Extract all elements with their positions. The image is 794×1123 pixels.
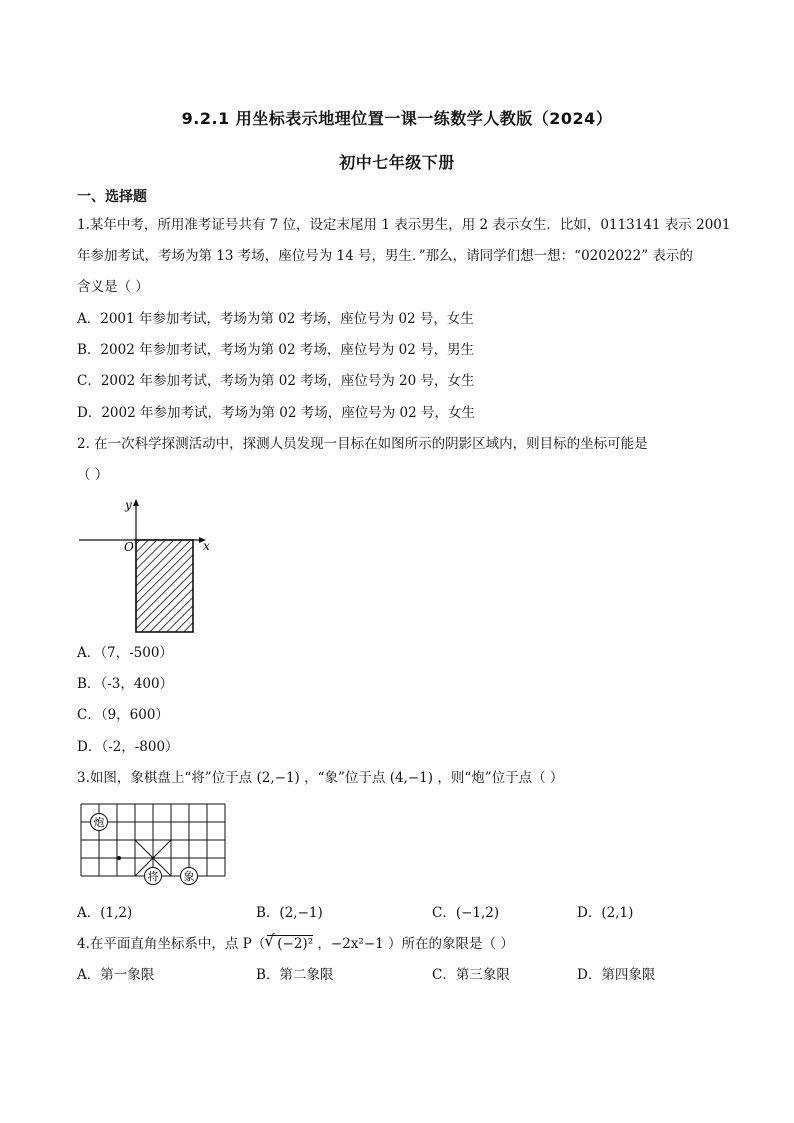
pao-label: 炮 [93, 816, 105, 829]
q3-option-c-value: (−1,2) [455, 905, 500, 921]
q3-option-c-letter: C． [432, 905, 456, 921]
q1-stem-line3: 含义是（ ） [77, 279, 149, 295]
q4-stem-part3: ）所在的象限是（ ） [383, 936, 514, 952]
q1-option-a: A．2001 年参加考试，考场为第 02 考场，座位号为 02 号，女生 [77, 311, 474, 327]
q2-option-a: A．（7，-500） [77, 645, 173, 661]
q3-option-d-value: (2,1) [601, 905, 634, 921]
q3-point-xiang: (4,−1) [389, 770, 434, 786]
q4-option-b: B．第二象限 [256, 967, 334, 983]
q4-expression-2: −2x²−1 [330, 936, 384, 952]
q1-stem-line2: 年参加考试，考场为第 13 考场，座位号为 14 号，男生．”那么，请同学们想一想：“0202022” 表示的 [77, 248, 693, 264]
q2-option-b: B．（-3，400） [77, 676, 174, 692]
q4-option-d: D．第四象限 [577, 967, 656, 983]
q2-option-c: C．（9，600） [77, 707, 169, 723]
page-title: 9.2.1 用坐标表示地理位置一课一练数学人教版（2024） [181, 109, 613, 128]
board-dot [117, 856, 121, 860]
q4-sqrt-expression: √ (−2)² [267, 935, 313, 952]
section-heading: 一、选择题 [77, 189, 147, 205]
y-axis-arrow [133, 499, 139, 506]
q1-option-b: B．2002 年参加考试，考场为第 02 考场，座位号为 02 号，男生 [77, 342, 475, 358]
q3-option-a [77, 903, 132, 923]
q3-option-b-value: (2,−1) [279, 905, 323, 921]
q1-stem-line1: 1.某年中考，所用准考证号共有 7 位，设定末尾用 1 表示男生，用 2 表示女生．比如，0113141 表示 2001 [77, 217, 731, 233]
q3-stem [77, 768, 727, 788]
q3-option-d [577, 903, 633, 923]
q4-option-a: A．第一象限 [77, 967, 155, 983]
q3-chessboard-figure [81, 804, 231, 884]
q2-stem-line1: 2. 在一次科学探测活动中，探测人员发现一目标在如图所示的阴影区域内，则目标的坐标可能是 [77, 436, 648, 452]
q4-stem [77, 934, 727, 954]
xiang-label: 象 [183, 870, 195, 883]
page-subtitle: 初中七年级下册 [339, 153, 455, 172]
q3-option-a-value: (1,2) [100, 905, 133, 921]
q2-stem-line2: （ ） [77, 467, 109, 483]
q3-option-c [432, 903, 499, 923]
q4-stem-part1: 4.在平面直角坐标系中，点 P（ [77, 936, 266, 952]
q4-stem-part2: ， [313, 936, 331, 952]
q3-option-d-letter: D． [577, 905, 602, 921]
y-axis-label: y [125, 498, 132, 512]
q3-option-b [256, 903, 323, 923]
q3-point-jiang: (2,−1) [256, 770, 300, 786]
origin-label: O [124, 540, 134, 554]
jiang-label: 将 [147, 870, 159, 883]
q3-stem-part3: ，则“炮”位于点（ ） [433, 770, 564, 786]
q3-stem-part2: ，“象”位于点 [299, 770, 390, 786]
q1-option-c: C．2002 年参加考试，考场为第 02 考场，座位号为 20 号，女生 [77, 373, 475, 389]
q3-stem-part1: 3.如图，象棋盘上“将”位于点 [77, 770, 257, 786]
q4-option-c: C．第三象限 [432, 967, 510, 983]
q2-coordinate-figure [75, 494, 215, 639]
q2-option-d: D．（-2，-800） [77, 739, 179, 755]
q3-option-a-letter: A． [77, 905, 101, 921]
q3-option-b-letter: B． [256, 905, 280, 921]
q1-option-d: D．2002 年参加考试，考场为第 02 考场，座位号为 02 号，女生 [77, 405, 475, 421]
shaded-region [136, 540, 193, 632]
x-axis-label: x [203, 539, 210, 553]
